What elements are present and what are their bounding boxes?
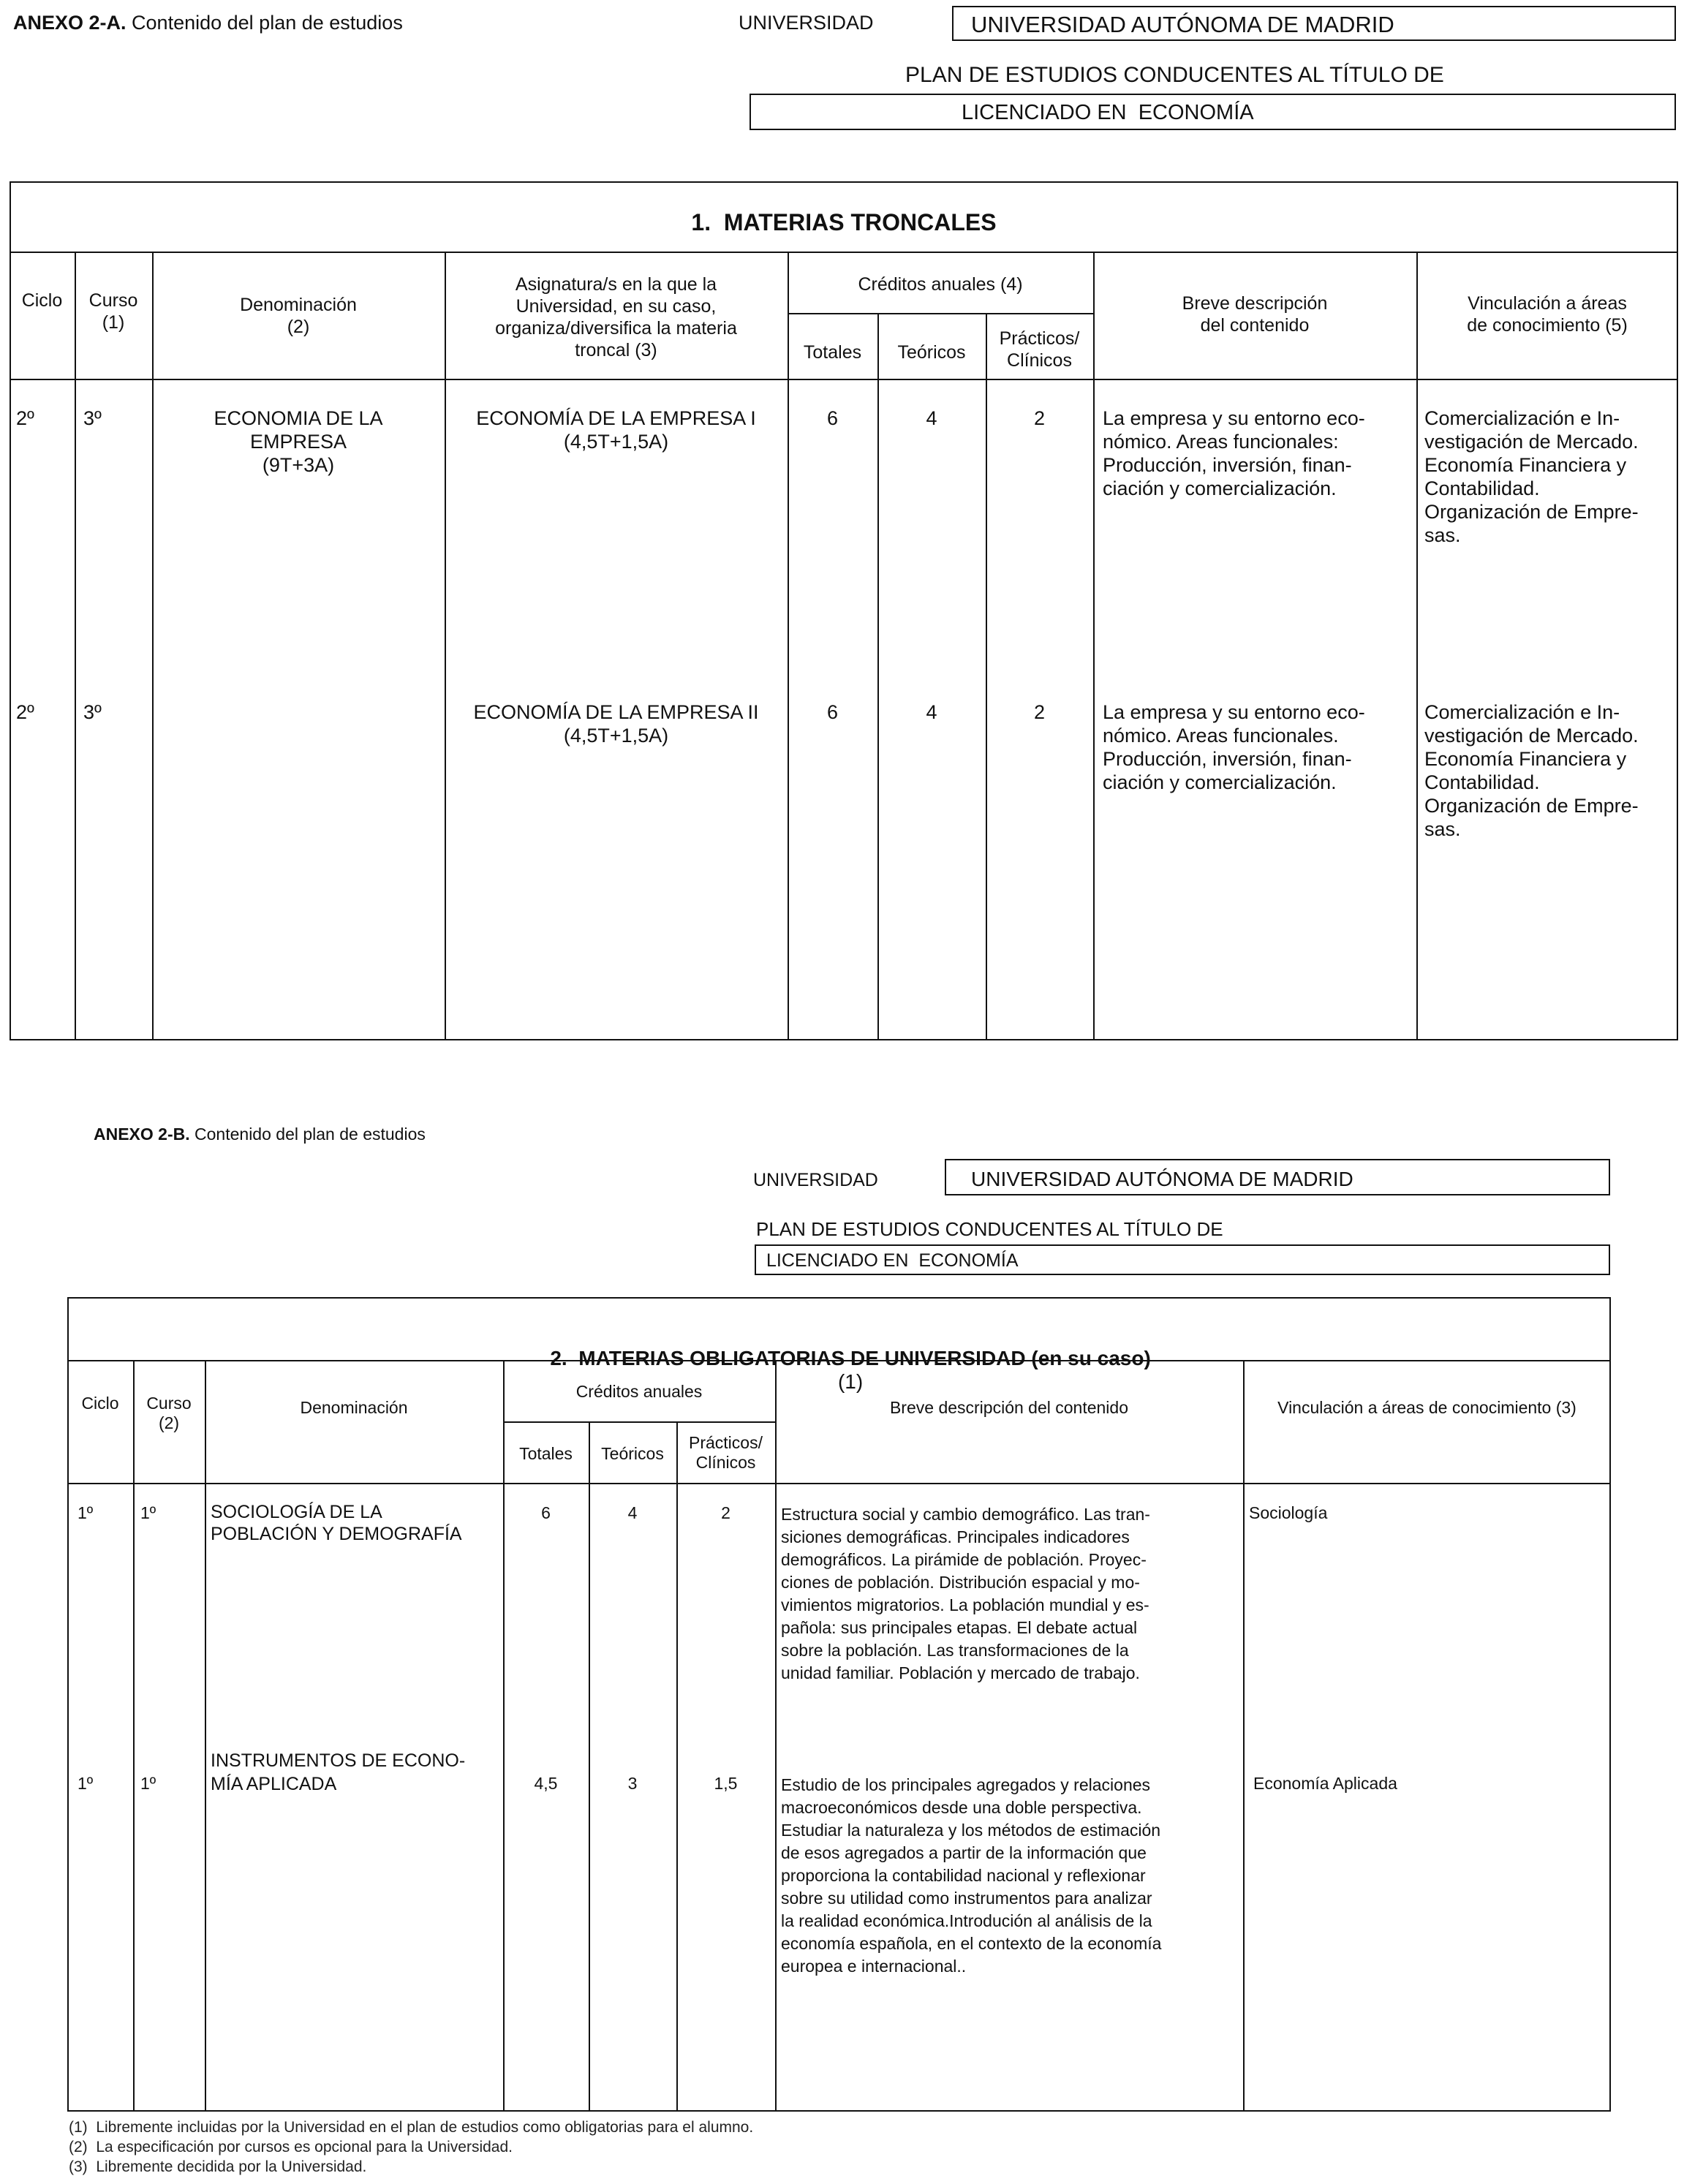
annex-b-titulo: LICENCIADO EN ECONOMÍA bbox=[766, 1250, 1019, 1271]
troncales-row1-totales: 6 bbox=[826, 407, 839, 429]
divider bbox=[788, 252, 789, 1040]
troncales-header-ciclo: Ciclo bbox=[21, 290, 63, 311]
annex-b-titulo-box bbox=[755, 1244, 1610, 1275]
obligatorias-header-curso: Curso (2) bbox=[146, 1394, 192, 1432]
troncales-header-descripcion: Breve descripción del contenido bbox=[1182, 293, 1328, 336]
obligatorias-header-vinculacion: Vinculación a áreas de conocimiento (3) bbox=[1277, 1398, 1577, 1417]
divider bbox=[775, 1360, 777, 2112]
troncales-row2-curso: 3º bbox=[83, 701, 102, 723]
troncales-row1-practicos: 2 bbox=[1033, 407, 1046, 429]
obligatorias-row1-ciclo: 1º bbox=[78, 1503, 94, 1522]
divider bbox=[1093, 252, 1095, 1040]
obligatorias-row2-ciclo: 1º bbox=[78, 1774, 94, 1793]
annex-a-titulo-box bbox=[750, 94, 1676, 130]
obligatorias-row1-denominacion: SOCIOLOGÍA DE LA POBLACIÓN Y DEMOGRAFÍA bbox=[211, 1502, 462, 1544]
troncales-row1-asignatura: ECONOMÍA DE LA EMPRESA I (4,5T+1,5A) bbox=[476, 407, 756, 453]
annex-b-plan-label: PLAN DE ESTUDIOS CONDUCENTES AL TÍTULO DE bbox=[756, 1218, 1223, 1240]
obligatorias-row1-totales: 6 bbox=[541, 1503, 551, 1522]
divider bbox=[152, 252, 154, 1040]
obligatorias-header-teoricos: Teóricos bbox=[601, 1444, 664, 1463]
divider bbox=[676, 1421, 678, 2112]
obligatorias-row2-denominacion: INSTRUMENTOS DE ECONO- MÍA APLICADA bbox=[211, 1750, 466, 1794]
annex-a-label-rest: Contenido del plan de estudios bbox=[132, 12, 403, 34]
annex-a-titulo: LICENCIADO EN ECONOMÍA bbox=[962, 101, 1254, 124]
annex-b-universidad-box bbox=[945, 1159, 1610, 1195]
troncales-header-vinculacion: Vinculación a áreas de conocimiento (5) bbox=[1467, 293, 1628, 336]
footnote-2: (2) La especificación por cursos es opcional para la Universidad. bbox=[69, 2139, 513, 2155]
troncales-row2-vinculacion: Comercialización e In- vestigación de Mercado. Economía Financiera y Contabilidad. Organización de Empre- sas. bbox=[1424, 701, 1639, 840]
footnote-3: (3) Libremente decidida por la Universidad. bbox=[69, 2158, 367, 2175]
annex-b-label-bold: ANEXO 2-B. bbox=[94, 1125, 190, 1144]
obligatorias-title-bold: 2. MATERIAS OBLIGATORIAS DE UNIVERSIDAD (en su caso) bbox=[550, 1347, 1151, 1369]
troncales-row1-teoricos: 4 bbox=[926, 407, 937, 429]
troncales-row2-totales: 6 bbox=[826, 701, 839, 723]
troncales-title: 1. MATERIAS TRONCALES bbox=[691, 209, 997, 235]
obligatorias-title-note: (1) bbox=[837, 1370, 864, 1393]
obligatorias-row2-practicos: 1,5 bbox=[714, 1774, 738, 1793]
obligatorias-header-creditos: Créditos anuales bbox=[575, 1382, 703, 1401]
obligatorias-row2-curso: 1º bbox=[140, 1774, 156, 1793]
obligatorias-row2-totales: 4,5 bbox=[534, 1774, 558, 1793]
obligatorias-row1-curso: 1º bbox=[140, 1503, 156, 1522]
obligatorias-row1-vinculacion: Sociología bbox=[1249, 1503, 1328, 1522]
obligatorias-header-descripcion: Breve descripción del contenido bbox=[889, 1398, 1129, 1417]
divider bbox=[1243, 1360, 1245, 2112]
troncales-row1-vinculacion: Comercialización e In- vestigación de Mercado. Economía Financiera y Contabilidad. Organización de Empre- sas. bbox=[1424, 407, 1639, 546]
footnotes bbox=[69, 2117, 753, 2177]
annex-a-universidad-label: UNIVERSIDAD bbox=[739, 12, 874, 34]
divider bbox=[10, 379, 1678, 380]
troncales-row2-descripcion: La empresa y su entorno eco- nómico. Areas funcionales. Producción, inversión, finan- ciación y comercialización. bbox=[1103, 701, 1365, 793]
troncales-row2-teoricos: 4 bbox=[926, 701, 937, 723]
divider bbox=[1416, 252, 1418, 1040]
obligatorias-row1-teoricos: 4 bbox=[627, 1503, 638, 1522]
obligatorias-row2-vinculacion: Economía Aplicada bbox=[1253, 1774, 1397, 1793]
divider bbox=[10, 252, 1678, 253]
annex-a-universidad-name: UNIVERSIDAD AUTÓNOMA DE MADRID bbox=[971, 12, 1394, 37]
obligatorias-header-totales: Totales bbox=[519, 1444, 573, 1463]
troncales-header-creditos: Créditos anuales (4) bbox=[858, 274, 1023, 295]
annex-a-plan-label: PLAN DE ESTUDIOS CONDUCENTES AL TÍTULO DE bbox=[905, 63, 1444, 87]
obligatorias-header-practicos: Prácticos/ Clínicos bbox=[689, 1433, 763, 1472]
troncales-row2-practicos: 2 bbox=[1033, 701, 1046, 723]
annex-a-label-bold: ANEXO 2-A. bbox=[13, 12, 127, 34]
divider bbox=[133, 1360, 135, 2112]
troncales-header-practicos: Prácticos/ Clínicos bbox=[999, 328, 1080, 371]
divider bbox=[589, 1421, 590, 2112]
divider bbox=[205, 1360, 206, 2112]
divider bbox=[75, 252, 76, 1040]
troncales-row1-descripcion: La empresa y su entorno eco- nómico. Areas funcionales: Producción, inversión, finan- ciación y comercialización. bbox=[1103, 407, 1365, 499]
divider bbox=[503, 1360, 505, 2112]
annex-b-label-rest: Contenido del plan de estudios bbox=[195, 1125, 426, 1144]
troncales-row1-denominacion: ECONOMIA DE LA EMPRESA (9T+3A) bbox=[214, 407, 383, 476]
obligatorias-header-ciclo: Ciclo bbox=[81, 1394, 119, 1413]
troncales-header-teoricos: Teóricos bbox=[897, 342, 966, 363]
troncales-header-denominacion: Denominación (2) bbox=[240, 295, 357, 337]
obligatorias-row2-teoricos: 3 bbox=[627, 1774, 638, 1793]
footnote-1: (1) Libremente incluidas por la Universidad en el plan de estudios como obligatorias para el alumno. bbox=[69, 2119, 754, 2136]
troncales-row1-curso: 3º bbox=[83, 407, 102, 429]
obligatorias-row2-descripcion: Estudio de los principales agregados y relaciones macroeconómicos desde una doble perspectiva. Estudiar la naturaleza y los métodos de estimación de esos agregados a partir de la información que proporciona la contabilidad nacional y reflexionar sobre su utilidad como instrumentos para analizar la realidad económica.Introdución al análisis de la economía española, en el contexto de la economía europea e internacional.. bbox=[781, 1775, 1162, 1976]
annex-a-header-label bbox=[13, 12, 403, 34]
divider bbox=[67, 1483, 1611, 1484]
obligatorias-row1-practicos: 2 bbox=[721, 1503, 730, 1522]
divider bbox=[788, 313, 1093, 314]
troncales-header-asignatura: Asignatura/s en la que la Universidad, en su caso, organiza/diversifica la materia troncal (3) bbox=[495, 274, 737, 360]
divider bbox=[67, 1360, 1611, 1361]
obligatorias-row1-descripcion: Estructura social y cambio demográfico. Las tran- siciones demográficas. Principales indicadores demográficos. La pirámide de población. Proyec- ciones de población. Distribución espacial y mo- vimientos migratorios. La población mundial y es- pañola: sus principales etapas. El debate actual sobre la población. Las transformaciones de la unidad familiar. Población y mercado de trabajo. bbox=[781, 1505, 1150, 1682]
troncales-row1-ciclo: 2º bbox=[16, 407, 34, 429]
troncales-row2-ciclo: 2º bbox=[16, 701, 34, 723]
annex-b-universidad-name: UNIVERSIDAD AUTÓNOMA DE MADRID bbox=[971, 1168, 1353, 1190]
obligatorias-table bbox=[67, 1297, 1611, 2112]
obligatorias-header-denominacion: Denominación bbox=[300, 1398, 408, 1417]
annex-a-universidad-box bbox=[952, 6, 1676, 41]
divider bbox=[503, 1421, 775, 1423]
divider bbox=[445, 252, 446, 1040]
troncales-header-totales: Totales bbox=[803, 342, 862, 363]
annex-b-header-label bbox=[94, 1125, 426, 1144]
troncales-header-curso: Curso (1) bbox=[88, 290, 138, 333]
annex-b-universidad-label: UNIVERSIDAD bbox=[753, 1170, 878, 1190]
troncales-row2-asignatura: ECONOMÍA DE LA EMPRESA II (4,5T+1,5A) bbox=[473, 701, 759, 747]
